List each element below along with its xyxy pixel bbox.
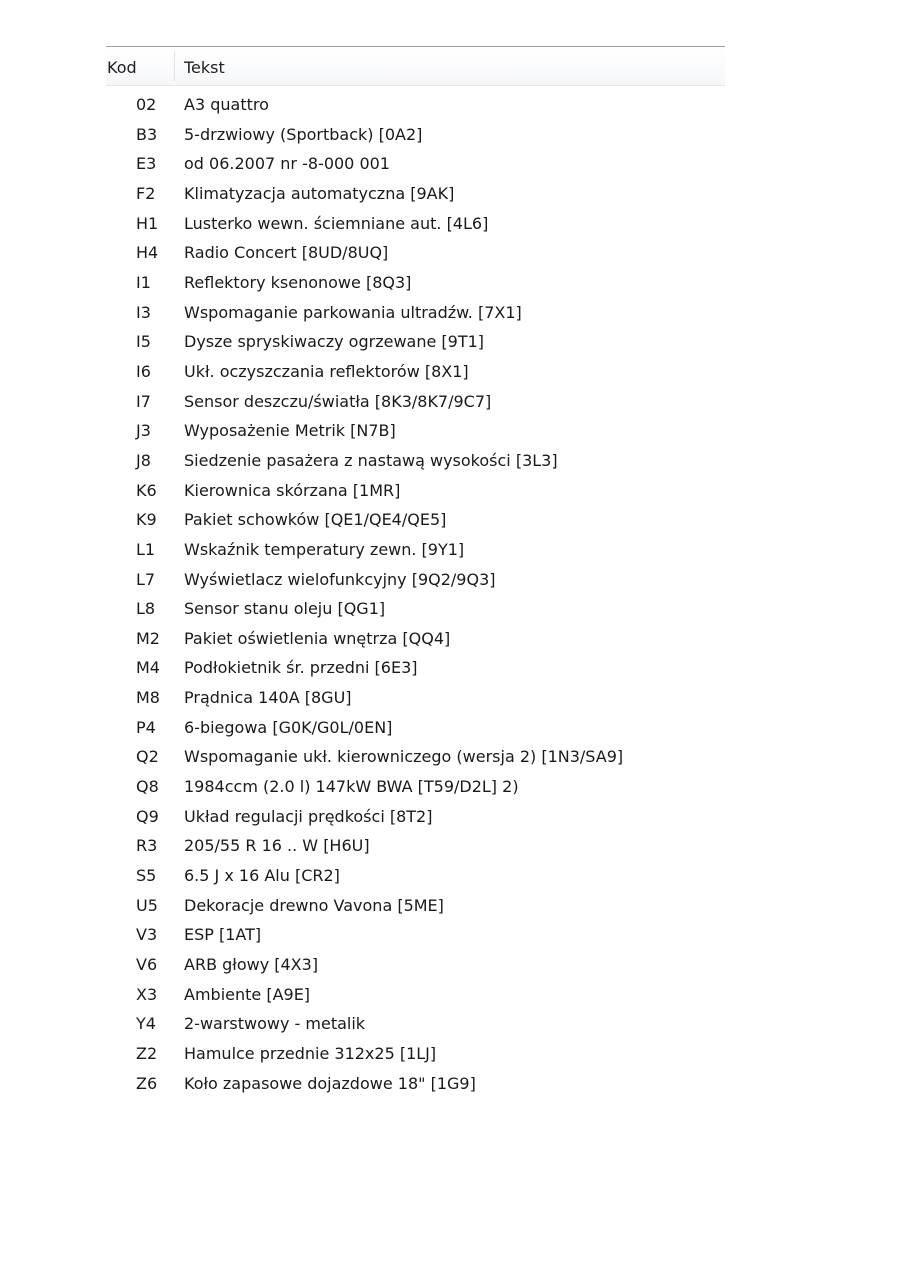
option-description: 6-biegowa [G0K/G0L/0EN] xyxy=(184,717,393,737)
option-description: Radio Concert [8UD/8UQ] xyxy=(184,243,389,263)
list-item[interactable] xyxy=(106,387,725,417)
option-description: 2-warstwowy - metalik xyxy=(184,1014,366,1034)
option-description: Prądnica 140A [8GU] xyxy=(184,688,352,708)
option-description: ARB głowy [4X3] xyxy=(184,955,319,975)
list-item[interactable] xyxy=(106,357,725,387)
list-item[interactable] xyxy=(106,713,725,743)
list-item[interactable] xyxy=(106,594,725,624)
option-description: Ukł. oczyszczania reflektorów [8X1] xyxy=(184,361,469,381)
option-code: X3 xyxy=(136,984,158,1004)
column-divider[interactable] xyxy=(174,51,175,81)
option-description: Podłokietnik śr. przedni [6E3] xyxy=(184,658,418,678)
option-description: ESP [1AT] xyxy=(184,925,262,945)
option-code: I3 xyxy=(136,302,151,322)
list-item[interactable] xyxy=(106,565,725,595)
option-code: F2 xyxy=(136,183,156,203)
list-item[interactable] xyxy=(106,238,725,268)
list-header xyxy=(106,46,725,86)
list-item[interactable] xyxy=(106,90,725,120)
option-description: Dysze spryskiwaczy ogrzewane [9T1] xyxy=(184,332,485,352)
option-code: E3 xyxy=(136,154,157,174)
option-code: Z6 xyxy=(136,1073,158,1093)
list-body xyxy=(106,90,725,1098)
list-item[interactable] xyxy=(106,268,725,298)
option-code: Z2 xyxy=(136,1044,158,1063)
option-code: L7 xyxy=(136,569,156,589)
option-description: Wspomaganie ukł. kierowniczego (wersja 2) [1N3/SA9] xyxy=(184,747,624,767)
option-description: A3 quattro xyxy=(184,95,269,114)
list-item[interactable] xyxy=(106,298,725,328)
option-code: K6 xyxy=(136,480,157,500)
list-item[interactable] xyxy=(106,1039,725,1069)
option-description: Pakiet schowków [QE1/QE4/QE5] xyxy=(184,510,447,530)
list-item[interactable] xyxy=(106,416,725,446)
option-description: Koło zapasowe dojazdowe 18" [1G9] xyxy=(184,1073,476,1093)
option-code: P4 xyxy=(136,717,156,737)
option-code: Y4 xyxy=(136,1014,156,1034)
list-item[interactable] xyxy=(106,683,725,713)
option-code: H4 xyxy=(136,243,159,263)
option-code: J8 xyxy=(136,450,151,470)
option-description: Lusterko wewn. ściemniane aut. [4L6] xyxy=(184,213,489,233)
list-item[interactable] xyxy=(106,980,725,1010)
option-description: Klimatyzacja automatyczna [9AK] xyxy=(184,183,455,203)
option-description: Wyświetlacz wielofunkcyjny [9Q2/9Q3] xyxy=(184,569,496,589)
option-description: Kierownica skórzana [1MR] xyxy=(184,480,401,500)
option-code: Q2 xyxy=(136,747,159,767)
option-description: Układ regulacji prędkości [8T2] xyxy=(184,806,433,826)
option-code: V6 xyxy=(136,955,158,975)
list-item[interactable] xyxy=(106,653,725,683)
option-code: Q9 xyxy=(136,806,159,826)
option-code: M2 xyxy=(136,628,160,648)
list-item[interactable] xyxy=(106,535,725,565)
list-item[interactable] xyxy=(106,209,725,239)
option-description: Wskaźnik temperatury zewn. [9Y1] xyxy=(184,539,465,559)
list-item[interactable] xyxy=(106,920,725,950)
option-description: Reflektory ksenonowe [8Q3] xyxy=(184,272,412,292)
option-code: S5 xyxy=(136,866,157,886)
option-code: L1 xyxy=(136,539,156,559)
list-item[interactable] xyxy=(106,446,725,476)
option-code: M8 xyxy=(136,688,160,708)
option-code: I7 xyxy=(136,391,151,411)
option-description: Sensor stanu oleju [QG1] xyxy=(184,599,386,619)
option-code: K9 xyxy=(136,510,157,530)
option-description: 6.5 J x 16 Alu [CR2] xyxy=(184,866,340,886)
list-item[interactable] xyxy=(106,1009,725,1039)
list-item[interactable] xyxy=(106,831,725,861)
option-code: J3 xyxy=(136,421,151,441)
option-description: Sensor deszczu/światła [8K3/8K7/9C7] xyxy=(184,391,492,411)
option-code: R3 xyxy=(136,836,158,856)
option-description: 1984ccm (2.0 l) 147kW BWA [T59/D2L] 2) xyxy=(184,777,519,797)
option-description: Dekoracje drewno Vavona [5ME] xyxy=(184,895,444,915)
column-header-kod[interactable]: Kod xyxy=(107,58,137,77)
option-code: M4 xyxy=(136,658,160,678)
option-code: I5 xyxy=(136,332,151,352)
option-description: Wyposażenie Metrik [N7B] xyxy=(184,421,396,441)
option-code: Q8 xyxy=(136,777,159,797)
option-description: Ambiente [A9E] xyxy=(184,984,311,1004)
option-code: I1 xyxy=(136,272,151,292)
list-item[interactable] xyxy=(106,861,725,891)
list-item[interactable] xyxy=(106,149,725,179)
list-item[interactable] xyxy=(106,742,725,772)
list-item[interactable] xyxy=(106,327,725,357)
option-description: 5-drzwiowy (Sportback) [0A2] xyxy=(184,124,423,144)
option-code: H1 xyxy=(136,213,159,233)
option-code: L8 xyxy=(136,599,156,619)
options-list-view xyxy=(106,46,725,1098)
list-item[interactable] xyxy=(106,505,725,535)
list-item[interactable] xyxy=(106,950,725,980)
option-code: 02 xyxy=(136,95,157,114)
list-item[interactable] xyxy=(106,1069,725,1099)
option-description: Siedzenie pasażera z nastawą wysokości [3L3] xyxy=(184,450,558,470)
option-code: B3 xyxy=(136,124,158,144)
option-code: V3 xyxy=(136,925,158,945)
list-item[interactable] xyxy=(106,624,725,654)
option-description: Wspomaganie parkowania ultradźw. [7X1] xyxy=(184,302,522,322)
option-code: I6 xyxy=(136,361,151,381)
option-description: Hamulce przednie 312x25 [1LJ] xyxy=(184,1044,437,1063)
list-item[interactable] xyxy=(106,120,725,150)
option-description: Pakiet oświetlenia wnętrza [QQ4] xyxy=(184,628,451,648)
option-description: 205/55 R 16 .. W [H6U] xyxy=(184,836,370,856)
option-code: U5 xyxy=(136,895,158,915)
option-description: od 06.2007 nr -8-000 001 xyxy=(184,154,390,174)
list-item[interactable] xyxy=(106,891,725,921)
list-item[interactable] xyxy=(106,179,725,209)
list-item[interactable] xyxy=(106,802,725,832)
column-header-tekst[interactable]: Tekst xyxy=(184,58,225,77)
list-item[interactable] xyxy=(106,476,725,506)
list-item[interactable] xyxy=(106,772,725,802)
